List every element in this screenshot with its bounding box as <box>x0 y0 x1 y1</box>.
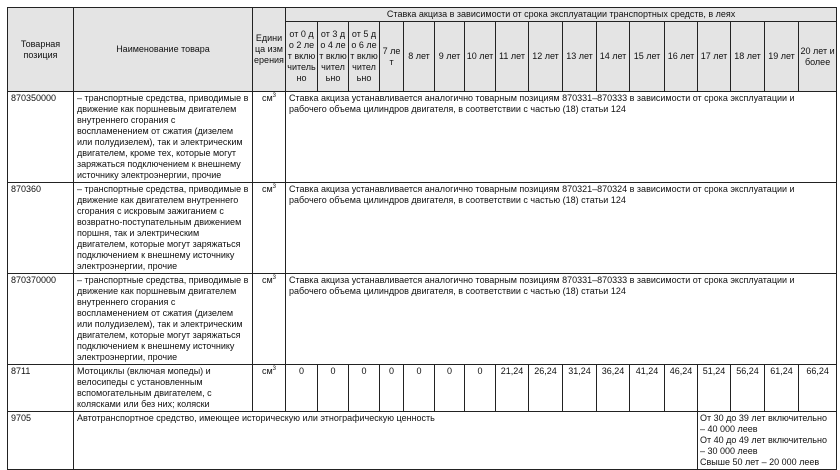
rate-value: 0 <box>404 365 435 412</box>
position-code: 870370000 <box>8 274 74 365</box>
rate-value: 21,24 <box>496 365 529 412</box>
rate-value: 36,24 <box>597 365 630 412</box>
table-row <box>8 274 837 365</box>
unit: $см^3$ <box>253 92 286 183</box>
header-age: 17 лет <box>698 22 731 92</box>
position-code: 870350000 <box>8 92 74 183</box>
rate-value: 0 <box>465 365 496 412</box>
rate-value: 0 <box>286 365 318 412</box>
rate-value: 0 <box>435 365 465 412</box>
rate-value: 0 <box>380 365 404 412</box>
rate-value: 61,24 <box>765 365 799 412</box>
header-age: 11 лет <box>496 22 529 92</box>
header-age: 19 лет <box>765 22 799 92</box>
header-age: 7 лет <box>380 22 404 92</box>
unit: $см^3$ <box>253 365 286 412</box>
product-name: Мотоциклы (включая мопеды) и велосипеды с установленным вспомогательным двигателем, с колясками или без них; коляски <box>74 365 253 412</box>
rate-value: 41,24 <box>630 365 665 412</box>
rate-text: Ставка акциза устанавливается аналогично товарным позициям 870331–870333 в зависимости от срока эксплуатации и рабочего объема цилиндров двигателя, в соответствии с частью (18) статьи 124 <box>286 274 837 365</box>
rate-text: Ставка акциза устанавливается аналогично товарным позициям 870331–870333 в зависимости от срока эксплуатации и рабочего объема цилиндров двигателя, в соответствии с частью (18) статьи 124 <box>286 92 837 183</box>
unit: $см^3$ <box>253 274 286 365</box>
header-age: 16 лет <box>665 22 698 92</box>
rate-text: Ставка акциза устанавливается аналогично товарным позициям 870321–870324 в зависимости от срока эксплуатации и рабочего объема цилиндров двигателя, в соответствии с частью (18) статьи 124 <box>286 183 837 274</box>
rate-line: От 30 до 39 лет включительно – 40 000 леев <box>700 413 827 434</box>
header-rate-title: Ставка акциза в зависимости от срока эксплуатации транспортных средств, в леях <box>286 8 837 22</box>
header-age: 13 лет <box>563 22 597 92</box>
header-age: 20 лет и более <box>799 22 837 92</box>
rate-value: 51,24 <box>698 365 731 412</box>
rate-value: 0 <box>318 365 349 412</box>
table-row <box>8 412 837 470</box>
position-code: 9705 <box>8 412 74 470</box>
rate-value: 46,24 <box>665 365 698 412</box>
header-age: 10 лет <box>465 22 496 92</box>
header-name: Наименование товара <box>74 8 253 92</box>
position-code: 870360 <box>8 183 74 274</box>
table-row <box>8 365 837 412</box>
header-age: 14 лет <box>597 22 630 92</box>
header-age: от 0 до 2 лет включительно <box>286 22 318 92</box>
header-age: от 3 до 4 лет включительно <box>318 22 349 92</box>
table-row <box>8 183 837 274</box>
header-unit: Единица измерения <box>253 8 286 92</box>
rate-line: Свыше 50 лет – 20 000 леев <box>700 457 820 467</box>
excise-table <box>7 7 837 470</box>
product-name: – транспортные средства, приводимые в движение как двигателем внутреннего сгорания с искровым зажиганием с возвратно-поступательным движением поршня, так и электрическим двигателем, которые могут заряжаться подключением к внешнему источнику электроэнергии, прочие <box>74 183 253 274</box>
header-age: 18 лет <box>731 22 765 92</box>
header-age: 8 лет <box>404 22 435 92</box>
header-age: 15 лет <box>630 22 665 92</box>
header-position: Товарная позиция <box>8 8 74 92</box>
unit: $см^3$ <box>253 183 286 274</box>
rate-lines <box>698 412 837 470</box>
position-code: 8711 <box>8 365 74 412</box>
table-row <box>8 92 837 183</box>
rate-value: 31,24 <box>563 365 597 412</box>
header-age: 9 лет <box>435 22 465 92</box>
rate-value: 26,24 <box>529 365 563 412</box>
header-age: от 5 до 6 лет включительно <box>349 22 380 92</box>
product-name: – транспортные средства, приводимые в движение как поршневым двигателем внутреннего сгорания с воспламенением от сжатия (дизелем или полудизелем), так и электрическим двигателем, кроме тех, которые могут заряжаться подключением к внешнему источнику электроэнергии, прочие <box>74 92 253 183</box>
header-age: 12 лет <box>529 22 563 92</box>
product-name: – транспортные средства, приводимые в движение как поршневым двигателем внутреннего сгорания с воспламенением от сжатия (дизелем или полудизелем), так и электрическим двигателем, которые могут заряжаться подключением к внешнему источнику электроэнергии, прочие <box>74 274 253 365</box>
product-name: Автотранспортное средство, имеющее историческую или этнографическую ценность <box>74 412 698 470</box>
rate-value: 56,24 <box>731 365 765 412</box>
rate-value: 0 <box>349 365 380 412</box>
rate-value: 66,24 <box>799 365 837 412</box>
rate-line: От 40 до 49 лет включительно – 30 000 леев <box>700 435 827 456</box>
